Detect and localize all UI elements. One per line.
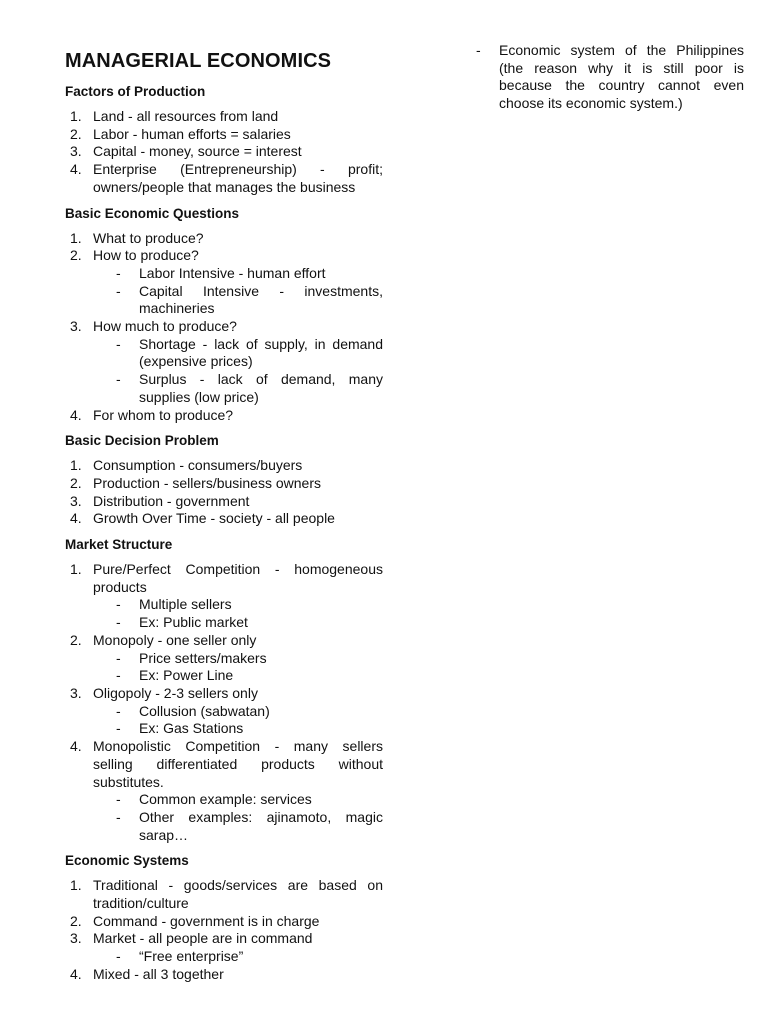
section-heading: Market Structure — [65, 537, 173, 553]
list-number: 1. — [70, 457, 82, 474]
sub-list-item — [93, 703, 383, 721]
sub-list-item — [93, 948, 383, 966]
list-item — [65, 230, 383, 248]
dash-bullet: - — [116, 720, 121, 737]
sub-item-text: Surplus - lack of demand, many supplies (low price) — [139, 371, 383, 405]
dash-bullet: - — [116, 371, 121, 388]
dash-bullet: - — [116, 335, 121, 352]
dash-bullet: - — [116, 649, 121, 666]
sub-item-text: Shortage - lack of supply, in demand (expensive prices) — [139, 335, 383, 370]
list-number: 1. — [70, 877, 82, 894]
sub-item-text: Ex: Gas Stations — [139, 720, 244, 737]
list-item-text: Monopoly - one seller only — [93, 631, 257, 648]
list-number: 4. — [70, 161, 82, 178]
sub-list-item — [93, 265, 383, 283]
dash-bullet: - — [116, 702, 121, 719]
dash-bullet: - — [116, 791, 121, 808]
list-number: 1. — [70, 561, 82, 578]
sub-item-text: Collusion (sabwatan) — [139, 702, 270, 719]
list-item — [65, 561, 383, 632]
sub-list — [93, 336, 383, 407]
sub-list — [93, 650, 383, 685]
dash-bullet: - — [116, 667, 121, 684]
dash-bullet: - — [476, 42, 481, 58]
dash-bullet: - — [116, 264, 121, 281]
numbered-list — [65, 108, 383, 197]
sub-list-item — [93, 650, 383, 668]
list-item-text: Market - all people are in command — [93, 930, 313, 947]
list-item-text: Traditional - goods/services are based on tradition/culture — [93, 877, 383, 912]
sub-item-text: Common example: services — [139, 791, 312, 808]
numbered-list — [65, 877, 383, 983]
list-number: 1. — [70, 229, 82, 246]
sub-item-text: Price setters/makers — [139, 649, 267, 666]
list-item — [65, 966, 383, 984]
sub-item-text: Capital Intensive - investments, machineries — [139, 282, 383, 317]
sub-list — [93, 703, 383, 738]
dash-bullet: - — [116, 808, 121, 825]
list-item — [65, 457, 383, 475]
sub-list-item — [93, 791, 383, 809]
list-number: 3. — [70, 684, 82, 701]
sub-list — [93, 791, 383, 844]
list-number: 4. — [70, 406, 82, 423]
list-item — [65, 930, 383, 965]
sub-list-item — [93, 667, 383, 685]
list-item — [65, 143, 383, 161]
list-item-text: Consumption - consumers/buyers — [93, 457, 303, 474]
list-item-text: Capital - money, source = interest — [93, 143, 302, 160]
list-item — [65, 913, 383, 931]
sub-list-item — [93, 596, 383, 614]
sub-list-item — [93, 283, 383, 318]
list-item — [65, 738, 383, 844]
section-heading: Basic Decision Problem — [65, 433, 219, 449]
list-number: 3. — [70, 143, 82, 160]
list-item-text: For whom to produce? — [93, 406, 234, 423]
sub-item-text: Labor Intensive - human effort — [139, 264, 326, 281]
list-item — [65, 475, 383, 493]
dash-bullet: - — [116, 282, 121, 299]
list-number: 3. — [70, 930, 82, 947]
list-item-text: Command - government is in charge — [93, 912, 320, 929]
sub-item-text: Multiple sellers — [139, 596, 232, 613]
sub-list-item — [93, 809, 383, 844]
list-item — [65, 407, 383, 425]
list-number: 2. — [70, 247, 82, 264]
numbered-list — [65, 457, 383, 528]
right-column-note — [476, 42, 744, 113]
dash-bullet: - — [116, 596, 121, 613]
sub-list-item — [93, 371, 383, 406]
list-number: 3. — [70, 318, 82, 335]
sub-item-text: Other examples: ajinamoto, magic sarap… — [139, 808, 383, 843]
list-item-text: Distribution - government — [93, 492, 250, 509]
sub-list-item — [93, 614, 383, 632]
sub-list — [93, 265, 383, 318]
list-number: 3. — [70, 492, 82, 509]
sub-item-text: Ex: Power Line — [139, 667, 234, 684]
dash-bullet: - — [116, 614, 121, 631]
list-item-text: What to produce? — [93, 229, 204, 246]
list-item-text: Production - sellers/business owners — [93, 474, 321, 491]
section-heading: Basic Economic Questions — [65, 205, 240, 221]
list-item-text: Mixed - all 3 together — [93, 965, 224, 982]
list-item — [65, 632, 383, 685]
list-number: 1. — [70, 108, 82, 124]
list-number: 4. — [70, 738, 82, 755]
sub-list — [93, 948, 383, 966]
sub-item-text: Ex: Public market — [139, 614, 248, 631]
sub-list-item — [93, 720, 383, 738]
list-item — [65, 510, 383, 528]
list-number: 2. — [70, 631, 82, 648]
page-title: MANAGERIAL ECONOMICS — [65, 50, 332, 72]
list-item-text: Growth Over Time - society - all people — [93, 510, 335, 527]
list-item-text: How much to produce? — [93, 318, 237, 335]
list-item-text: Land - all resources from land — [93, 108, 279, 124]
list-item — [65, 108, 383, 126]
list-item — [65, 126, 383, 144]
list-item-text: How to produce? — [93, 247, 199, 264]
list-item-text: Labor - human efforts = salaries — [93, 125, 291, 142]
list-number: 2. — [70, 912, 82, 929]
list-number: 4. — [70, 965, 82, 982]
list-item-text: Pure/Perfect Competition - homogeneous products — [93, 561, 383, 595]
list-number: 4. — [70, 510, 82, 527]
right-column — [476, 42, 744, 113]
section-heading: Factors of Production — [65, 84, 206, 99]
sub-item-text: “Free enterprise” — [139, 948, 244, 965]
list-item-text: Enterprise (Entrepreneurship) - profit; owners/people that manages the business — [93, 161, 383, 195]
list-number: 2. — [70, 125, 82, 142]
list-item — [65, 493, 383, 511]
list-number: 2. — [70, 474, 82, 491]
list-item — [65, 161, 383, 196]
list-item-text: Monopolistic Competition - many sellers selling differentiated products without substitutes. — [93, 738, 383, 790]
numbered-list — [65, 561, 383, 844]
numbered-list — [65, 230, 383, 425]
list-item — [65, 247, 383, 318]
dash-bullet: - — [116, 948, 121, 965]
section-heading: Economic Systems — [65, 853, 189, 869]
left-column — [65, 48, 383, 992]
list-item — [65, 877, 383, 912]
sub-list — [93, 596, 383, 631]
list-item-text: Oligopoly - 2-3 sellers only — [93, 684, 258, 701]
list-item — [65, 318, 383, 407]
sub-list-item — [93, 336, 383, 371]
list-item — [65, 685, 383, 738]
note-text: Economic system of the Philippines (the reason why it is still poor is because the country cannot even choose its economic system.) — [499, 42, 744, 112]
